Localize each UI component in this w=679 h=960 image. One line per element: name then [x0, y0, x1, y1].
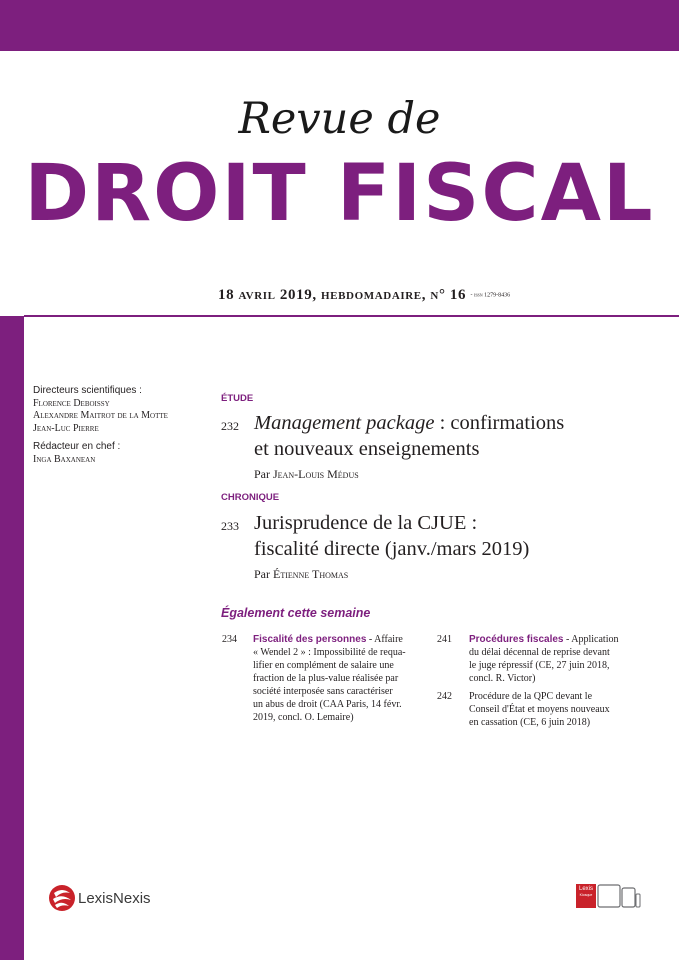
director-name: Florence Deboissy: [33, 397, 110, 409]
editor-label: Rédacteur en chef :: [33, 441, 121, 452]
title-script: Revue de: [238, 94, 441, 144]
summary-number: 242: [437, 691, 452, 702]
article-title-italic: Management package: [254, 412, 435, 434]
also-this-week-heading: Également cette semaine: [221, 606, 371, 620]
top-color-band: [0, 0, 679, 51]
editorial-credits: [33, 385, 168, 466]
article-title[interactable]: [254, 410, 564, 462]
article-title-line: fiscalité directe (janv./mars 2019): [254, 538, 530, 560]
summary-item[interactable]: Procédure de la QPC devant le Conseil d'État et moyens nouveaux en cassation (CE, 6 juin 2018): [469, 691, 610, 728]
editor-name: Inga Baxanean: [33, 453, 96, 465]
article-number: 233: [221, 519, 239, 533]
directors-label: Directeurs scientifiques :: [33, 385, 142, 396]
issn: - issn 1279-8436: [470, 292, 511, 299]
devices-icon: [597, 884, 641, 910]
left-color-band: [0, 316, 24, 960]
article-title-line: et nouveaux enseignements: [254, 438, 480, 460]
article-title-part: : confirmations: [434, 412, 565, 434]
lexis-kiosque-badge: Lexis Kiosque: [576, 884, 596, 908]
article-number: 232: [221, 419, 239, 433]
summary-item[interactable]: Fiscalité des personnes - Affaire « Wendel 2 » : Impossibilité de requa- lifier en complément de salaire une fraction de la plus-value réalisée par société interposée sans caractériser un abus de droit (CAA Paris, 14 févr. 2019, concl. O. Lemaire): [253, 634, 406, 723]
article-author: Par Jean-Louis Médus: [254, 467, 359, 481]
section-chronique: CHRONIQUE: [221, 492, 280, 503]
summary-number: 241: [437, 634, 452, 645]
issue-date: 18 avril 2019, hebdomadaire, n° 16: [218, 287, 467, 303]
summary-number: 234: [222, 634, 237, 645]
summary-keyword: Procédures fiscales: [469, 634, 564, 645]
director-name: Alexandre Maitrot de la Motte: [33, 410, 168, 421]
journal-title: DROIT FISCAL: [24, 149, 655, 239]
summary-keyword: Fiscalité des personnes: [253, 634, 367, 645]
header-rule: [24, 315, 679, 317]
lexisnexis-logo-icon: [48, 883, 76, 913]
article-author: Par Étienne Thomas: [254, 567, 349, 581]
article-title-line: Jurisprudence de la CJUE :: [254, 512, 478, 534]
author-name: Étienne Thomas: [273, 567, 349, 581]
article-title[interactable]: [254, 510, 529, 562]
publisher-name: LexisNexis: [78, 890, 151, 907]
summary-item[interactable]: Procédures fiscales - Application du délai décennal de reprise devant le juge répressif (CE, 27 juin 2018, concl. R. Victor): [469, 634, 619, 684]
issue-line: [218, 287, 510, 304]
director-name: Jean-Luc Pierre: [33, 422, 99, 434]
section-etude: ÉTUDE: [221, 393, 254, 404]
author-name: Jean-Louis Médus: [273, 467, 359, 481]
